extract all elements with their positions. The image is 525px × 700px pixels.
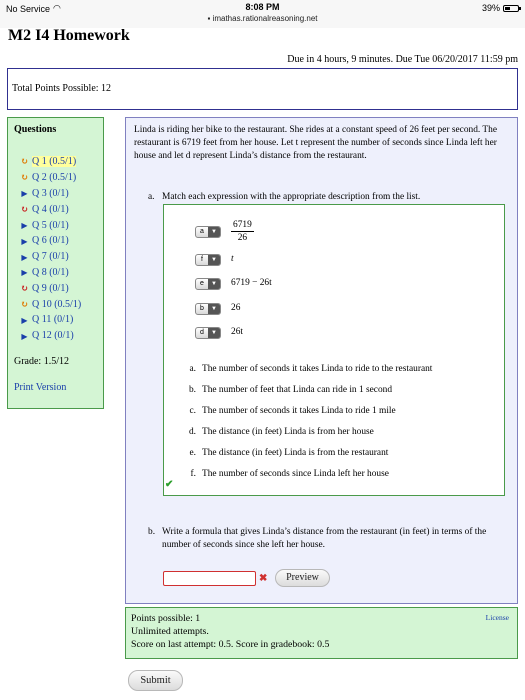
- question-item[interactable]: [20, 265, 103, 281]
- part-a-instruction: Match each expression with the appropriate description from the list.: [162, 192, 421, 202]
- question-label: Q 7 (0/1): [32, 251, 69, 263]
- description-item: [182, 405, 502, 418]
- question-item[interactable]: [20, 280, 103, 296]
- expression-text: t: [231, 254, 234, 264]
- description-letter: b.: [188, 385, 196, 395]
- selected-letter: d: [200, 328, 204, 336]
- selected-letter: b: [200, 304, 204, 312]
- expression-row: [195, 277, 272, 290]
- play-arrow-icon: ▶: [21, 236, 28, 246]
- questions-sidebar: [7, 117, 104, 409]
- expression-text: 6719 − 26t: [231, 278, 272, 288]
- question-item[interactable]: [20, 296, 103, 312]
- due-date: Due in 4 hours, 9 minutes. Due Tue 06/20/2017 11:59 pm: [287, 54, 518, 65]
- address-bar[interactable]: [0, 14, 525, 23]
- url-text: imathas.rationalreasoning.net: [212, 14, 318, 23]
- question-info-box: [125, 607, 518, 659]
- retry-icon: ↻: [20, 172, 29, 183]
- question-label: Q 12 (0/1): [32, 330, 74, 342]
- description-letter: a.: [189, 364, 196, 374]
- play-arrow-icon: ▶: [21, 268, 28, 278]
- question-item[interactable]: [20, 154, 103, 170]
- carrier-label: No Service: [6, 3, 51, 14]
- question-label: Q 8 (0/1): [32, 266, 69, 278]
- expression-text: 26t: [231, 327, 243, 337]
- total-points: Total Points Possible: 12: [12, 83, 112, 94]
- status-bar: [0, 0, 525, 28]
- expression-row: [195, 219, 254, 244]
- description-item: [182, 426, 502, 439]
- question-item[interactable]: [20, 312, 103, 328]
- retry-icon: ↻: [20, 156, 29, 167]
- submit-button[interactable]: Submit: [128, 670, 183, 691]
- match-select[interactable]: [195, 278, 221, 290]
- grade: Grade: 1.5/12: [14, 355, 69, 367]
- fraction-expression: [231, 219, 254, 244]
- question-label: Q 3 (0/1): [32, 187, 69, 199]
- battery-status: [482, 3, 519, 13]
- lock-icon: ▪: [207, 14, 211, 23]
- description-text: The number of seconds it takes Linda to ride 1 mile: [202, 406, 396, 416]
- description-text: The distance (in feet) Linda is from the restaurant: [202, 448, 389, 458]
- chevron-down-icon: ▼: [208, 279, 220, 289]
- expression-row: [195, 302, 240, 315]
- license-link[interactable]: License: [485, 613, 509, 622]
- question-item[interactable]: [20, 201, 103, 217]
- fraction-denominator: 26: [237, 233, 248, 243]
- retry-icon: ↻: [20, 298, 29, 309]
- question-item[interactable]: [20, 217, 103, 233]
- question-label: Q 5 (0/1): [32, 219, 69, 231]
- expression-row: [195, 326, 243, 339]
- match-select[interactable]: [195, 226, 221, 238]
- question-label: Q 4 (0/1): [32, 203, 69, 215]
- part-b-label: b.: [148, 527, 156, 537]
- question-list: [14, 154, 103, 344]
- preview-button[interactable]: Preview: [275, 569, 330, 587]
- question-item[interactable]: [20, 170, 103, 186]
- play-arrow-icon: ▶: [21, 252, 28, 262]
- description-text: The number of seconds it takes Linda to ride to the restaurant: [202, 364, 433, 374]
- part-b-instruction: Write a formula that gives Linda’s distance from the restaurant (in feet) in terms of the number of seconds since she left her house.: [162, 527, 487, 551]
- attempts-info: Unlimited attempts.: [131, 626, 209, 637]
- points-possible: Points possible: 1: [131, 613, 201, 624]
- description-item: [182, 447, 502, 460]
- question-label: Q 9 (0/1): [32, 282, 69, 294]
- chevron-down-icon: ▼: [208, 255, 220, 265]
- questions-heading: Questions: [14, 124, 57, 135]
- page-title: M2 I4 Homework: [8, 27, 130, 44]
- description-item: [182, 363, 502, 376]
- question-item[interactable]: [20, 233, 103, 249]
- selected-letter: e: [200, 279, 204, 287]
- clock: 8:08 PM: [245, 2, 280, 12]
- selected-letter: f: [201, 255, 203, 263]
- match-select[interactable]: [195, 254, 221, 266]
- play-arrow-icon: ▶: [21, 315, 28, 325]
- question-item[interactable]: [20, 186, 103, 202]
- description-item: [182, 468, 502, 481]
- description-text: The distance (in feet) Linda is from her house: [202, 427, 374, 437]
- selected-letter: a: [200, 227, 204, 235]
- battery-fill: [505, 7, 510, 10]
- part-a-label: a.: [148, 192, 155, 202]
- question-item[interactable]: [20, 249, 103, 265]
- description-letter: e.: [189, 448, 196, 458]
- total-points-box: [7, 68, 518, 110]
- play-arrow-icon: ▶: [21, 331, 28, 341]
- wifi-icon: ◠: [53, 3, 61, 13]
- match-select[interactable]: [195, 327, 221, 339]
- problem-statement: Linda is riding her bike to the restaurant. She rides at a constant speed of 26 feet per second. The restaurant is 6719 feet from her house. Let t represent the number of seconds since Linda left her house and let d represent Linda’s distance from the restaurant.: [134, 125, 497, 162]
- description-letter: d.: [188, 427, 196, 437]
- question-label: Q 10 (0.5/1): [32, 298, 82, 310]
- chevron-down-icon: ▼: [208, 328, 220, 338]
- formula-input[interactable]: [163, 571, 256, 586]
- retry-icon: ↻: [20, 282, 29, 293]
- matching-area: [163, 204, 505, 496]
- question-label: Q 2 (0.5/1): [32, 172, 77, 184]
- description-text: The number of seconds since Linda left her house: [202, 469, 389, 479]
- question-label: Q 1 (0.5/1): [32, 156, 77, 168]
- battery-icon: [503, 5, 519, 12]
- question-label: Q 6 (0/1): [32, 235, 69, 247]
- chevron-down-icon: ▼: [208, 227, 220, 237]
- question-item[interactable]: [20, 328, 103, 344]
- retry-icon: ↻: [20, 203, 29, 214]
- checkmark-icon: ✔: [165, 478, 174, 490]
- chevron-down-icon: ▼: [208, 304, 220, 314]
- incorrect-x-icon: ✖: [259, 573, 268, 584]
- print-version-link[interactable]: Print Version: [14, 381, 67, 393]
- battery-percent: 39%: [481, 3, 500, 13]
- question-panel: [125, 117, 518, 604]
- question-label: Q 11 (0/1): [32, 314, 74, 326]
- match-select[interactable]: [195, 303, 221, 315]
- description-text: The number of feet that Linda can ride in 1 second: [202, 385, 393, 395]
- play-arrow-icon: ▶: [21, 221, 28, 231]
- description-letter: c.: [189, 406, 196, 416]
- play-arrow-icon: ▶: [21, 189, 28, 199]
- score-info: Score on last attempt: 0.5. Score in gradebook: 0.5: [131, 639, 330, 650]
- description-item: [182, 384, 502, 397]
- description-letter: f.: [190, 469, 196, 479]
- expression-text: 26: [231, 303, 241, 313]
- fraction-numerator: 6719: [233, 220, 252, 230]
- expression-row: [195, 253, 234, 266]
